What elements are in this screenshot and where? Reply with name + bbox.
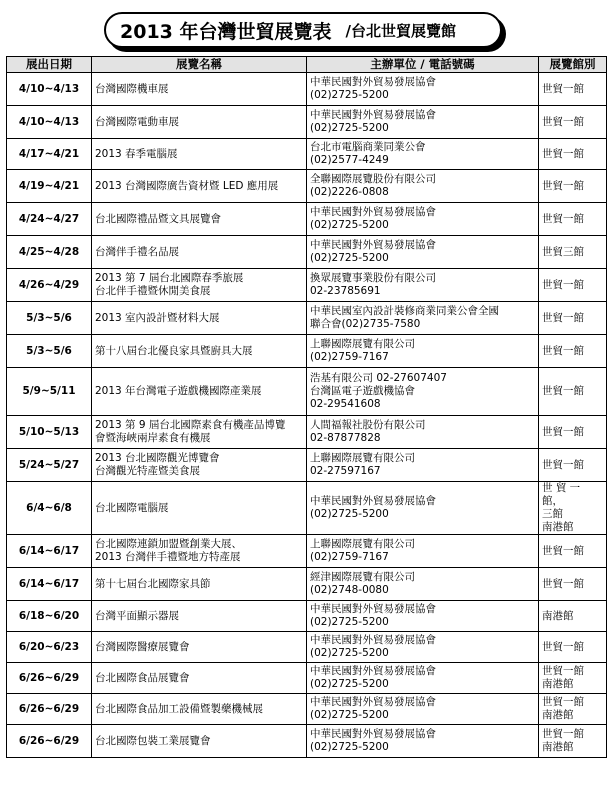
page-title: 2013 年台灣世貿展覽表 <box>120 20 332 43</box>
table-row <box>7 73 607 106</box>
cell-exhibition-name: 台灣平面顯示器展 <box>92 601 307 632</box>
cell-organizer <box>307 632 539 663</box>
table-row <box>7 601 607 632</box>
cell-hall <box>539 236 607 269</box>
cell-organizer <box>307 139 539 170</box>
page-subtitle: /台北世貿展覽館 <box>345 21 456 40</box>
hall-line: 南港館 <box>542 521 574 533</box>
hall-line: 世貿一館 <box>542 82 584 95</box>
cell-organizer <box>307 335 539 368</box>
cell-hall <box>539 73 607 106</box>
cell-hall <box>539 139 607 170</box>
table-row <box>7 568 607 601</box>
cell-organizer <box>307 535 539 568</box>
table-row <box>7 236 607 269</box>
cell-hall <box>539 601 607 632</box>
organizer-line: (02)2725-5200 <box>310 616 389 628</box>
organizer-line: 中華民國對外貿易發展協會 <box>310 696 436 708</box>
organizer-line: (02)2725-5200 <box>310 647 389 659</box>
cell-organizer <box>307 203 539 236</box>
header-organizer: 主辦單位 / 電話號碼 <box>307 57 539 73</box>
cell-exhibition-name: 2013 年台灣電子遊戲機國際產業展 <box>92 368 307 416</box>
cell-date: 5/3~5/6 <box>7 335 92 368</box>
hall-line: 世貿一館 <box>542 665 584 677</box>
organizer-line: (02)2725-5200 <box>310 89 389 101</box>
organizer-line: 經津國際展覽有限公司 <box>310 571 415 583</box>
cell-exhibition-name: 第十八屆台北優良家具暨廚具大展 <box>92 335 307 368</box>
organizer-line: 02-87877828 <box>310 432 381 444</box>
organizer-line: 台灣區電子遊戲機協會 <box>310 385 415 397</box>
cell-date: 6/26~6/29 <box>7 694 92 725</box>
hall-line: 世貿一館 <box>542 728 584 740</box>
cell-date: 6/20~6/23 <box>7 632 92 663</box>
cell-exhibition-name: 台北國際電腦展 <box>92 482 307 535</box>
cell-date: 6/4~6/8 <box>7 482 92 535</box>
organizer-line: 中華民國對外貿易發展協會 <box>310 728 436 740</box>
cell-date: 6/14~6/17 <box>7 535 92 568</box>
cell-organizer <box>307 482 539 535</box>
hall-line: 南港館 <box>542 709 574 721</box>
cell-hall <box>539 632 607 663</box>
hall-line: 世貿一館 <box>542 179 584 192</box>
header-hall: 展覽館別 <box>539 57 607 73</box>
cell-hall <box>539 368 607 416</box>
organizer-line: 浩基有限公司 02-27607407 <box>310 372 447 384</box>
hall-line: 世貿一館 <box>542 212 584 225</box>
cell-exhibition-name: 2013 台北國際觀光博覽會 台灣觀光特產暨美食展 <box>92 449 307 482</box>
cell-hall <box>539 725 607 758</box>
cell-organizer <box>307 568 539 601</box>
table-row <box>7 694 607 725</box>
hall-line: 世貿一館 <box>542 425 584 438</box>
cell-exhibition-name: 台灣國際醫療展覽會 <box>92 632 307 663</box>
cell-hall <box>539 694 607 725</box>
cell-date: 4/25~4/28 <box>7 236 92 269</box>
organizer-line: (02)2725-5200 <box>310 709 389 721</box>
organizer-line: 台北市電腦商業同業公會 <box>310 141 426 153</box>
table-row <box>7 335 607 368</box>
hall-line: 三館 <box>542 508 563 520</box>
cell-organizer <box>307 449 539 482</box>
organizer-line: 中華民國對外貿易發展協會 <box>310 665 436 677</box>
cell-organizer <box>307 368 539 416</box>
organizer-line: 中華民國對外貿易發展協會 <box>310 239 436 251</box>
organizer-line: (02)2725-5200 <box>310 741 389 753</box>
cell-date: 6/14~6/17 <box>7 568 92 601</box>
cell-date: 5/24~5/27 <box>7 449 92 482</box>
hall-line: 世貿一館 <box>542 311 584 324</box>
cell-date: 4/24~4/27 <box>7 203 92 236</box>
organizer-line: 中華民國對外貿易發展協會 <box>310 495 436 507</box>
cell-organizer <box>307 663 539 694</box>
hall-line: 世 貿 一 館， <box>542 482 581 507</box>
cell-date: 4/10~4/13 <box>7 106 92 139</box>
organizer-line: 中華民國對外貿易發展協會 <box>310 206 436 218</box>
cell-exhibition-name: 台北國際包裝工業展覽會 <box>92 725 307 758</box>
hall-line: 世貿一館 <box>542 640 584 653</box>
organizer-line: 換眾展覽事業股份有限公司 <box>310 272 436 284</box>
organizer-line: (02)2759-7167 <box>310 551 389 563</box>
cell-date: 5/3~5/6 <box>7 302 92 335</box>
header-date: 展出日期 <box>7 57 92 73</box>
cell-date: 6/26~6/29 <box>7 663 92 694</box>
cell-hall <box>539 335 607 368</box>
cell-organizer <box>307 73 539 106</box>
cell-hall <box>539 170 607 203</box>
cell-date: 5/10~5/13 <box>7 416 92 449</box>
table-row <box>7 203 607 236</box>
table-row <box>7 416 607 449</box>
organizer-line: 02-27597167 <box>310 465 381 477</box>
table-row <box>7 535 607 568</box>
cell-organizer <box>307 416 539 449</box>
organizer-line: 中華民國對外貿易發展協會 <box>310 109 436 121</box>
table-row <box>7 449 607 482</box>
cell-hall <box>539 203 607 236</box>
organizer-line: (02)2226-0808 <box>310 186 389 198</box>
cell-organizer <box>307 302 539 335</box>
organizer-line: (02)2725-5200 <box>310 252 389 264</box>
cell-hall <box>539 449 607 482</box>
hall-line: 世貿一館 <box>542 577 584 590</box>
cell-exhibition-name: 台灣國際電動車展 <box>92 106 307 139</box>
cell-exhibition-name: 台北國際食品加工設備暨製藥機械展 <box>92 694 307 725</box>
cell-hall <box>539 568 607 601</box>
cell-exhibition-name: 第十七屆台北國際家具節 <box>92 568 307 601</box>
hall-line: 世貿一館 <box>542 344 584 357</box>
hall-line: 世貿一館 <box>542 115 584 128</box>
cell-exhibition-name: 2013 第 9 屆台北國際素食有機產品博覽 會暨海峽兩岸素食有機展 <box>92 416 307 449</box>
cell-hall <box>539 106 607 139</box>
table-row <box>7 139 607 170</box>
table-row <box>7 106 607 139</box>
cell-date: 4/17~4/21 <box>7 139 92 170</box>
cell-organizer <box>307 170 539 203</box>
table-row <box>7 725 607 758</box>
hall-line: 南港館 <box>542 678 574 690</box>
organizer-line: 上聯國際展覽有限公司 <box>310 338 415 350</box>
title-banner <box>104 12 502 48</box>
header-name: 展覽名稱 <box>92 57 307 73</box>
cell-date: 6/26~6/29 <box>7 725 92 758</box>
cell-exhibition-name: 台北國際食品展覽會 <box>92 663 307 694</box>
hall-line: 世貿一館 <box>542 385 584 397</box>
organizer-line: 中華民國對外貿易發展協會 <box>310 76 436 88</box>
hall-line: 世貿一館 <box>542 696 584 708</box>
organizer-line: 上聯國際展覽有限公司 <box>310 452 415 464</box>
table-row <box>7 663 607 694</box>
cell-exhibition-name: 2013 第 7 屆台北國際春季旅展 台北伴手禮暨休閒美食展 <box>92 269 307 302</box>
table-row <box>7 632 607 663</box>
organizer-line: (02)2759-7167 <box>310 351 389 363</box>
cell-hall <box>539 535 607 568</box>
hall-line: 世貿一館 <box>542 278 584 291</box>
cell-hall <box>539 663 607 694</box>
organizer-line: (02)2725-5200 <box>310 122 389 134</box>
cell-exhibition-name: 台灣伴手禮名品展 <box>92 236 307 269</box>
cell-exhibition-name: 2013 春季電腦展 <box>92 139 307 170</box>
organizer-line: (02)2725-5200 <box>310 678 389 690</box>
cell-exhibition-name: 台灣國際機車展 <box>92 73 307 106</box>
table-row <box>7 170 607 203</box>
cell-exhibition-name: 台北國際禮品暨文具展覽會 <box>92 203 307 236</box>
organizer-line: 中華民國室內設計裝修商業同業公會全國 <box>310 305 499 317</box>
cell-organizer <box>307 236 539 269</box>
cell-hall <box>539 269 607 302</box>
cell-exhibition-name: 2013 室內設計暨材料大展 <box>92 302 307 335</box>
cell-date: 5/9~5/11 <box>7 368 92 416</box>
organizer-line: 全聯國際展覽股份有限公司 <box>310 173 436 185</box>
cell-organizer <box>307 694 539 725</box>
cell-hall <box>539 416 607 449</box>
hall-line: 南港館 <box>542 609 574 622</box>
exhibition-table <box>6 56 607 758</box>
cell-exhibition-name: 2013 台灣國際廣告資材暨 LED 應用展 <box>92 170 307 203</box>
organizer-line: 聯合會(02)2735-7580 <box>310 318 421 330</box>
table-row <box>7 368 607 416</box>
cell-exhibition-name: 台北國際連鎖加盟暨創業大展、 2013 台灣伴手禮暨地方特產展 <box>92 535 307 568</box>
table-row <box>7 482 607 535</box>
hall-line: 世貿三館 <box>542 245 584 258</box>
table-row <box>7 302 607 335</box>
organizer-line: 02-23785691 <box>310 285 381 297</box>
cell-organizer <box>307 269 539 302</box>
cell-hall <box>539 302 607 335</box>
organizer-line: (02)2748-0080 <box>310 584 389 596</box>
cell-date: 6/18~6/20 <box>7 601 92 632</box>
cell-organizer <box>307 725 539 758</box>
organizer-line: 02-29541608 <box>310 398 381 410</box>
table-header-row <box>7 57 607 73</box>
cell-date: 4/19~4/21 <box>7 170 92 203</box>
organizer-line: (02)2725-5200 <box>310 219 389 231</box>
cell-organizer <box>307 106 539 139</box>
organizer-line: 中華民國對外貿易發展協會 <box>310 634 436 646</box>
organizer-line: (02)2577-4249 <box>310 154 389 166</box>
cell-hall <box>539 482 607 535</box>
organizer-line: 人間福報社股份有限公司 <box>310 419 426 431</box>
cell-date: 4/10~4/13 <box>7 73 92 106</box>
hall-line: 南港館 <box>542 741 574 753</box>
organizer-line: (02)2725-5200 <box>310 508 389 520</box>
organizer-line: 中華民國對外貿易發展協會 <box>310 603 436 615</box>
cell-date: 4/26~4/29 <box>7 269 92 302</box>
cell-organizer <box>307 601 539 632</box>
hall-line: 世貿一館 <box>542 458 584 471</box>
organizer-line: 上聯國際展覽有限公司 <box>310 538 415 550</box>
hall-line: 世貿一館 <box>542 544 584 557</box>
table-row <box>7 269 607 302</box>
hall-line: 世貿一館 <box>542 147 584 160</box>
